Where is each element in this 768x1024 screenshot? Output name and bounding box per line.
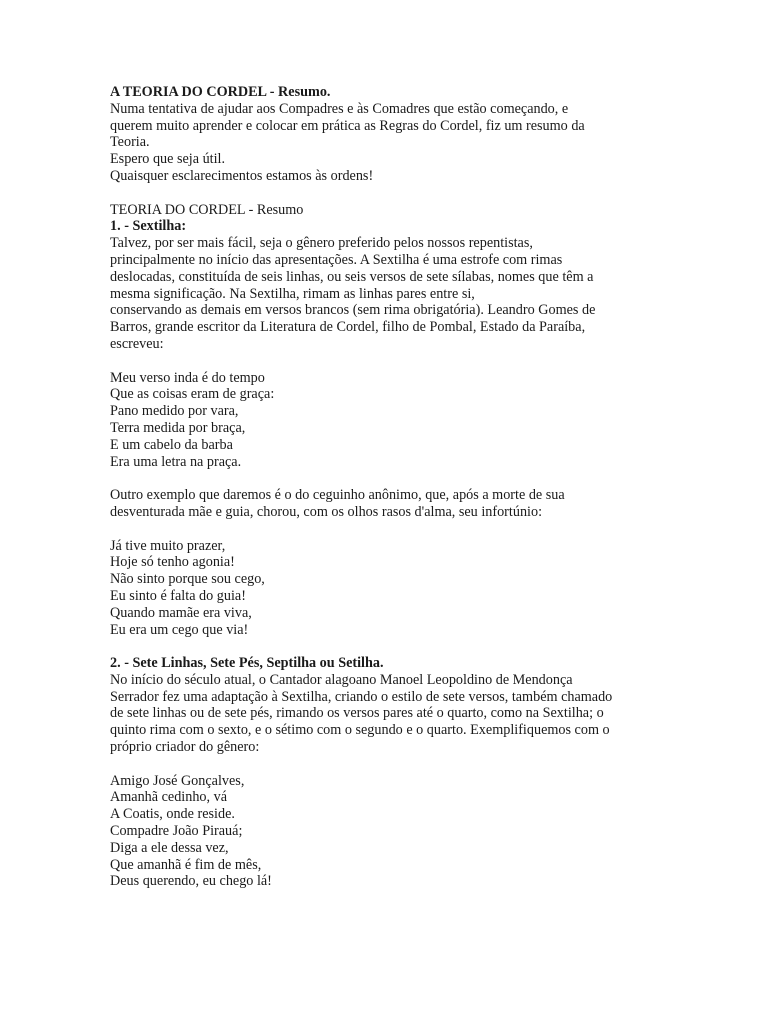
- poem3-verse: Amanhã cedinho, vá: [110, 789, 228, 806]
- document-title: A TEORIA DO CORDEL - Resumo.: [110, 84, 331, 100]
- intro-line: Numa tentativa de ajudar aos Compadres e às Comadres que estão começando, e: [110, 100, 569, 117]
- poem1-verse: Era uma letra na praça.: [110, 453, 242, 470]
- intro-line: Espero que seja útil.: [110, 151, 226, 168]
- septilha-line: de sete linhas ou de sete pés, rimando os versos pares até o quarto, como na Sextilha; o: [110, 705, 604, 722]
- spacer: [110, 638, 658, 655]
- intro-line: querem muito aprender e colocar em prática as Regras do Cordel, fiz um resumo da: [110, 117, 585, 134]
- sextilha-line: principalmente no início das apresentações. A Sextilha é uma estrofe com rimas: [110, 251, 563, 268]
- poem1-verse: Terra medida por braça,: [110, 419, 246, 436]
- section-header: TEORIA DO CORDEL - Resumo: [110, 201, 304, 218]
- poem1-verse: E um cabelo da barba: [110, 436, 233, 453]
- spacer: [110, 756, 658, 773]
- septilha-heading: 2. - Sete Linhas, Sete Pés, Septilha ou Setilha.: [110, 655, 384, 672]
- septilha-line: quinto rima com o sexto, e o sétimo com o segundo e o quarto. Exemplifiquemos com o: [110, 722, 610, 739]
- septilha-line: próprio criador do gênero:: [110, 739, 260, 756]
- paragraph2-line: desventurada mãe e guia, chorou, com os olhos rasos d'alma, seu infortúnio:: [110, 503, 543, 520]
- sextilha-line: Talvez, por ser mais fácil, seja o gênero preferido pelos nossos repentistas,: [110, 235, 533, 252]
- spacer: [110, 470, 658, 487]
- poem2-verse: Eu era um cego que via!: [110, 621, 249, 638]
- poem3-verse: Compadre João Pirauá;: [110, 823, 243, 840]
- intro-line: Quaisquer esclarecimentos estamos às ordens!: [110, 167, 374, 184]
- poem1-verse: Meu verso inda é do tempo: [110, 369, 265, 386]
- poem3-verse: A Coatis, onde reside.: [110, 806, 235, 823]
- poem3-verse: Que amanhã é fim de mês,: [110, 856, 262, 873]
- document-body: [110, 84, 658, 890]
- spacer: [110, 185, 658, 202]
- spacer: [110, 353, 658, 370]
- intro-line: Teoria.: [110, 134, 150, 151]
- sextilha-line: conservando as demais em versos brancos (sem rima obrigatória). Leandro Gomes de: [110, 302, 596, 319]
- poem2-verse: Não sinto porque sou cego,: [110, 571, 265, 588]
- paragraph2-line: Outro exemplo que daremos é o do ceguinho anônimo, que, após a morte de sua: [110, 487, 565, 504]
- spacer: [110, 521, 658, 538]
- sextilha-line: Barros, grande escritor da Literatura de Cordel, filho de Pombal, Estado da Paraíba,: [110, 319, 586, 336]
- poem2-verse: Já tive muito prazer,: [110, 537, 226, 554]
- poem1-verse: Que as coisas eram de graça:: [110, 386, 275, 403]
- sextilha-line: mesma significação. Na Sextilha, rimam as linhas pares entre si,: [110, 285, 475, 302]
- sextilha-line: deslocadas, constituída de seis linhas, ou seis versos de sete sílabas, nomes que têm a: [110, 268, 594, 285]
- sextilha-line: escreveu:: [110, 335, 164, 352]
- poem3-verse: Amigo José Gonçalves,: [110, 772, 245, 789]
- poem3-verse: Deus querendo, eu chego lá!: [110, 873, 272, 890]
- poem2-verse: Quando mamãe era viva,: [110, 604, 252, 621]
- septilha-line: Serrador fez uma adaptação à Sextilha, criando o estilo de sete versos, também chamado: [110, 688, 613, 705]
- septilha-line: No início do século atual, o Cantador alagoano Manoel Leopoldino de Mendonça: [110, 671, 573, 688]
- poem2-verse: Eu sinto é falta do guia!: [110, 587, 246, 604]
- poem3-verse: Diga a ele dessa vez,: [110, 839, 229, 856]
- poem2-verse: Hoje só tenho agonia!: [110, 554, 235, 571]
- poem1-verse: Pano medido por vara,: [110, 403, 239, 420]
- sextilha-heading: 1. - Sextilha:: [110, 218, 187, 235]
